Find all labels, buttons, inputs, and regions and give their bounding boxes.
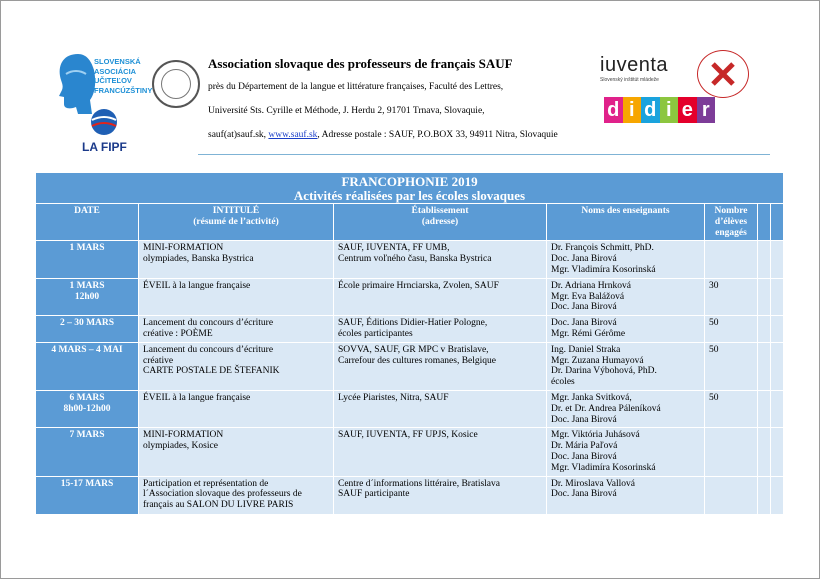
table-row (36, 241, 784, 278)
cell-etablissement (334, 316, 547, 343)
cell-line: 12h00 (74, 291, 100, 302)
cell-line: Mgr. Zuzana Humayová (551, 355, 644, 366)
cell-line: Mgr. Janka Svitková, (551, 392, 632, 403)
cell-line: SAUF, IUVENTA, FF UPJS, Kosice (338, 430, 478, 441)
cell-extra (771, 316, 784, 343)
table-title: FRANCOPHONIE 2019 (341, 174, 478, 189)
cell-date (36, 390, 139, 427)
cell-line: olympiades, Kosice (143, 441, 218, 452)
col-header-label: (adresse) (421, 216, 459, 227)
cell-line: 15-17 MARS (60, 478, 114, 489)
didier-letter: i (660, 97, 679, 123)
col-header-title (139, 204, 334, 241)
col-header-label: (résumé de l’activité) (193, 216, 279, 227)
cell-line: Mgr. Viktória Juhásová (551, 430, 640, 441)
cell-extra (771, 278, 784, 315)
cell-line: Dr. Adriana Hrnková (551, 280, 631, 291)
didier-letter: i (623, 97, 642, 123)
cell-extra (758, 428, 771, 476)
sauf-logo-line: ASOCIÁCIA (94, 66, 137, 76)
cell-line: Carrefour des cultures romanes, Belgique (338, 355, 497, 366)
col-header-label: Noms des enseignants (581, 206, 670, 216)
header-text (208, 56, 618, 153)
cell-line: Dr. et Dr. Andrea Páleníková (551, 403, 661, 414)
cell-line: créative (143, 355, 174, 366)
cell-title (139, 476, 334, 514)
cell-line: Doc. Jana Birová (551, 318, 617, 329)
cell-teachers (547, 390, 705, 427)
iuventa-wordmark: iuventa (600, 54, 668, 76)
table-header-row (36, 204, 784, 241)
cell-title (139, 278, 334, 315)
cell-teachers (547, 278, 705, 315)
didier-letter: r (697, 97, 716, 123)
cell-line: 1 MARS (69, 280, 105, 291)
cell-teachers (547, 241, 705, 278)
cell-line: 7 MARS (69, 430, 105, 441)
sauf-logo-line: FRANCÚZŠTINY (94, 85, 153, 95)
carrefour-logo (697, 50, 749, 98)
cell-line: Doc. Jana Birová (551, 489, 617, 500)
cell-count (705, 428, 758, 476)
org-address-line: près du Département de la langue et littérature françaises, Faculté des Lettres, (208, 82, 504, 92)
cell-title (139, 342, 334, 390)
didier-letter: d (641, 97, 660, 123)
col-header-extra (771, 204, 784, 241)
col-header-label: engagés (715, 227, 747, 238)
cell-teachers (547, 428, 705, 476)
table-row (36, 390, 784, 427)
cell-line: Mgr. Vladimíra Kosorinská (551, 462, 656, 473)
cell-line: ÉVEIL à la langue française (143, 392, 251, 403)
cell-title (139, 316, 334, 343)
cell-line: Mgr. Eva Balážová (551, 291, 625, 302)
cell-line: SAUF, IUVENTA, FF UMB, (338, 243, 450, 254)
cell-extra (771, 342, 784, 390)
cell-line: 8h00-12h00 (63, 403, 111, 414)
col-header-teachers (547, 204, 705, 241)
contact-email: sauf(at)sauf.sk, (208, 130, 269, 140)
col-header-label: INTITULÉ (212, 206, 260, 216)
cell-extra (758, 342, 771, 390)
cell-line: Lancement du concours d’écriture (143, 318, 274, 329)
cell-line: 1 MARS (69, 243, 105, 254)
table-title-cell (36, 173, 784, 204)
cell-count: 50 (705, 390, 758, 427)
cell-line: Dr. Darina Výbohová, PhD. (551, 366, 657, 377)
header-divider (198, 154, 770, 155)
cell-line: Doc. Jana Birová (551, 302, 617, 313)
cell-etablissement (334, 428, 547, 476)
table-row (36, 342, 784, 390)
cell-line: 2 – 30 MARS (59, 318, 115, 329)
cell-count: 30 (705, 278, 758, 315)
cell-date (36, 278, 139, 315)
cell-line: Doc. Jana Birová (551, 451, 617, 462)
fipf-label: LA FIPF (82, 140, 127, 154)
table-subtitle: Activités réalisées par les écoles slovaques (293, 187, 526, 203)
cell-teachers (547, 316, 705, 343)
carrefour-cross-icon (698, 51, 748, 97)
table-row (36, 278, 784, 315)
postal-address: , Adresse postale : SAUF, P.O.BOX 33, 94911 Nitra, Slovaquie (317, 130, 558, 140)
cell-line: Ing. Daniel Straka (551, 344, 621, 355)
cell-count (705, 476, 758, 514)
iuventa-subtitle: Slovenský inštitút mládeže (600, 77, 659, 83)
cell-etablissement (334, 476, 547, 514)
org-title: Association slovaque des professeurs de français SAUF (208, 56, 513, 71)
cell-line: MINI-FORMATION (143, 430, 224, 441)
col-header-label: d’élèves (714, 216, 748, 227)
col-header-extra (758, 204, 771, 241)
cell-etablissement (334, 241, 547, 278)
fipf-globe-icon (90, 108, 118, 136)
cell-line: Mgr. Rémi Gérôme (551, 328, 626, 339)
cell-line: Dr. Miroslava Vallová (551, 478, 635, 489)
cell-line: ÉVEIL à la langue française (143, 280, 251, 291)
cell-line: Participation et représentation de (143, 478, 269, 489)
cell-line: 4 MARS – 4 MAI (51, 344, 123, 355)
table-row (36, 428, 784, 476)
cell-extra (758, 241, 771, 278)
website-link[interactable]: www.sauf.sk (268, 130, 318, 140)
sauf-logo-line: SLOVENSKÁ (94, 57, 141, 66)
cell-line: français au SALON DU LIVRE PARIS (143, 500, 294, 511)
cell-line: l´Association slovaque des professeurs de (143, 489, 302, 500)
cell-count: 50 (705, 342, 758, 390)
activities-table-body (36, 173, 784, 515)
cell-extra (771, 428, 784, 476)
table-row (36, 316, 784, 343)
cell-date (36, 428, 139, 476)
cell-line: Doc. Jana Birová (551, 254, 617, 265)
cell-extra (758, 390, 771, 427)
cell-etablissement (334, 278, 547, 315)
cell-title (139, 428, 334, 476)
cell-extra (758, 316, 771, 343)
cell-line: Lycée Piaristes, Nitra, SAUF (338, 392, 449, 403)
cell-line: Dr. François Schmitt, PhD. (551, 243, 654, 254)
cell-line: écoles (551, 377, 575, 388)
col-header-date (36, 204, 139, 241)
cell-extra (771, 476, 784, 514)
org-address-line: Université Sts. Cyrille et Méthode, J. Herdu 2, 91701 Trnava, Slovaquie, (208, 106, 485, 116)
cell-extra (771, 241, 784, 278)
cell-extra (771, 390, 784, 427)
cell-line: 6 MARS (69, 392, 105, 403)
cell-etablissement (334, 342, 547, 390)
cell-line: Dr. Mária Paľová (551, 441, 618, 452)
table-title-row (36, 173, 784, 204)
cell-line: écoles participantes (338, 328, 413, 339)
cell-extra (758, 476, 771, 514)
cell-line: Centre d´informations littéraire, Bratislava (338, 478, 500, 489)
didier-letter: e (678, 97, 697, 123)
cell-date (36, 241, 139, 278)
cell-line: Lancement du concours d’écriture (143, 344, 274, 355)
cell-line: Centrum voľného času, Banska Bystrica (338, 254, 492, 265)
cell-line: olympiades, Banska Bystrica (143, 254, 254, 265)
cell-date (36, 342, 139, 390)
cell-line: SAUF participante (338, 489, 410, 500)
cell-line: MINI-FORMATION (143, 243, 224, 254)
activities-table (35, 172, 784, 515)
cell-line: SAUF, Éditions Didier-Hatier Pologne, (338, 318, 488, 329)
cell-teachers (547, 476, 705, 514)
col-header-etablissement (334, 204, 547, 241)
sauf-head-logo (56, 52, 96, 114)
org-contact-line (208, 129, 618, 142)
didier-letter: d (604, 97, 623, 123)
col-header-label: Établissement (411, 206, 469, 216)
cell-extra (758, 278, 771, 315)
cell-line: CARTE POSTALE DE ŠTEFANIK (143, 366, 280, 377)
cell-line: Doc. Jana Birová (551, 414, 617, 425)
cell-title (139, 390, 334, 427)
cell-date (36, 476, 139, 514)
iuventa-logo (600, 54, 690, 94)
cell-count (705, 241, 758, 278)
university-seal-icon (152, 60, 200, 108)
cell-date (36, 316, 139, 343)
cell-count: 50 (705, 316, 758, 343)
cell-title (139, 241, 334, 278)
cell-etablissement (334, 390, 547, 427)
cell-teachers (547, 342, 705, 390)
cell-line: Mgr. Vladimíra Kosorinská (551, 264, 656, 275)
sauf-logo-line: UČITEĽOV (94, 76, 132, 85)
org-logos (46, 52, 156, 162)
col-header-label: DATE (74, 206, 100, 216)
cell-line: créative : POÈME (143, 328, 213, 339)
cell-line: SOVVA, SAUF, GR MPC v Bratislave, (338, 344, 489, 355)
cell-line: École primaire Hrnciarska, Zvolen, SAUF (338, 280, 499, 291)
col-header-label: Nombre (714, 206, 748, 216)
col-header-count (705, 204, 758, 241)
table-row (36, 476, 784, 514)
didier-logo (604, 97, 715, 123)
